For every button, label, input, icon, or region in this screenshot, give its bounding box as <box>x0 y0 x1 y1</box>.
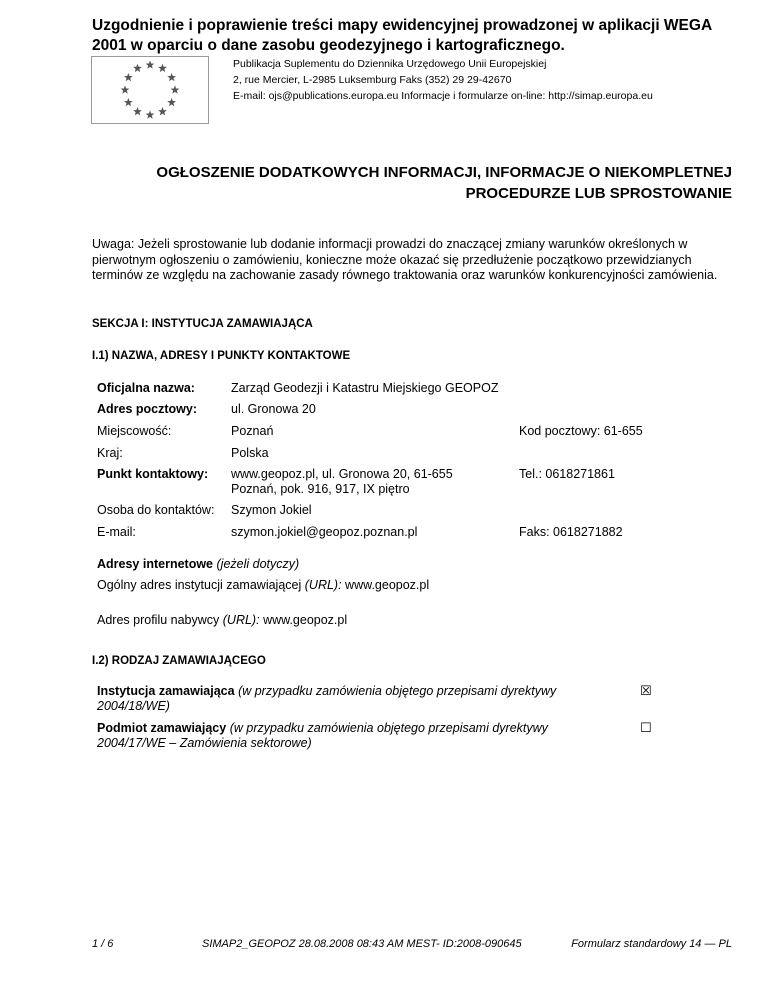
eu-star-icon <box>146 110 155 118</box>
official-name-label: Oficjalna nazwa: <box>97 381 195 395</box>
buyer-url-label: Adres profilu nabywcy <box>97 613 220 627</box>
contact-person-label: Osoba do kontaktów: <box>97 503 215 517</box>
email-label: E-mail: <box>97 525 136 539</box>
subsection-heading: I.2) RODZAJ ZAMAWIAJĄCEGO <box>92 655 266 667</box>
country-label: Kraj: <box>97 446 123 460</box>
entity-type-italic: (w przypadku zamówienia objętego przepisami dyrektywy 2004/17/WE – Zamówienia sektorowe) <box>97 721 548 750</box>
contact-point-line1: www.geopoz.pl, ul. Gronowa 20, 61-655 <box>231 467 453 481</box>
subsection-heading: I.1) NAZWA, ADRESY I PUNKTY KONTAKTOWE <box>92 350 351 362</box>
eu-star-icon <box>133 64 142 72</box>
publisher-line: Publikacja Suplementu do Dziennika Urzędowego Unii Europejskiej <box>233 58 547 70</box>
general-url-line <box>97 578 429 592</box>
contracting-entity-text <box>97 721 597 751</box>
city-value: Poznań <box>231 424 274 438</box>
publisher-info <box>233 56 653 104</box>
contracting-authority-text <box>97 684 597 714</box>
general-url-label: Ogólny adres instytucji zamawiającej <box>97 578 302 592</box>
eu-star-icon <box>167 98 176 106</box>
section-heading: SEKCJA I: INSTYTUCJA ZAMAWIAJĄCA <box>92 318 313 330</box>
eu-flag-logo <box>91 56 209 124</box>
eu-stars-icon <box>92 57 208 123</box>
footer-id: SIMAP2_GEOPOZ 28.08.2008 08:43 AM MEST- ID:2008-090645 <box>202 938 522 950</box>
email-value: szymon.jokiel@geopoz.poznan.pl <box>231 525 418 539</box>
buyer-url-value[interactable]: www.geopoz.pl <box>263 613 348 627</box>
postal-code: Kod pocztowy: 61-655 <box>519 424 643 438</box>
publisher-line: 2, rue Mercier, L-2985 Luksemburg Faks (352) 29 29-42670 <box>233 74 512 86</box>
document-title: Uzgodnienie i poprawienie treści mapy ewidencyjnej prowadzonej w aplikacji WEGA 2001 w oparciu o dane zasobu geodezyjnego i kartograficznego. <box>92 17 712 54</box>
general-url-italic: (URL): <box>304 578 342 592</box>
main-heading-line2: PROCEDURZE LUB SPROSTOWANIE <box>465 185 732 202</box>
entity-type-italic: (w przypadku zamówienia objętego przepisami dyrektywy 2004/18/WE) <box>97 684 557 713</box>
fax: Faks: 0618271882 <box>519 525 623 539</box>
eu-star-icon <box>146 60 155 68</box>
main-heading-line1: OGŁOSZENIE DODATKOWYCH INFORMACJI, INFORMACJE O NIEKOMPLETNEJ <box>156 164 732 181</box>
postal-address-value: ul. Gronowa 20 <box>231 402 316 416</box>
eu-star-icon <box>124 73 133 81</box>
buyer-url-line <box>97 613 347 627</box>
eu-star-icon <box>171 85 180 93</box>
contact-point-line2: Poznań, pok. 916, 917, IX piętro <box>231 482 410 496</box>
buyer-url-italic: (URL): <box>222 613 260 627</box>
general-url-value[interactable]: www.geopoz.pl <box>345 578 430 592</box>
internet-heading-bold: Adresy internetowe <box>97 557 214 571</box>
contact-person-value: Szymon Jokiel <box>231 503 312 517</box>
contracting-entity-checkbox[interactable]: ☐ <box>640 721 652 736</box>
footer-page-number: 1 / 6 <box>92 938 114 950</box>
eu-star-icon <box>167 73 176 81</box>
eu-star-icon <box>124 98 133 106</box>
eu-star-icon <box>158 64 167 72</box>
eu-star-icon <box>158 107 167 115</box>
footer-form-name: Formularz standardowy 14 — PL <box>571 938 732 950</box>
eu-star-icon <box>121 85 130 93</box>
publisher-line: E-mail: ojs@publications.europa.eu Informacje i formularze on-line: http://simap.europa.eu <box>233 90 653 102</box>
postal-address-label: Adres pocztowy: <box>97 402 198 416</box>
notice-text: Uwaga: Jeżeli sprostowanie lub dodanie informacji prowadzi do znaczącej zmiany warunków określonych w pierwotnym ogłoszeniu o zamówieniu, konieczne może okazać się przedłużenie początkowo przewidzianych terminów ze względu na zachowanie zasady równego traktowania oraz warunków konkurencyjności zamówienia. <box>92 237 718 282</box>
contact-point-label: Punkt kontaktowy: <box>97 467 209 481</box>
contact-point-value <box>231 467 453 497</box>
internet-addresses-heading <box>97 557 299 571</box>
official-name-value: Zarząd Geodezji i Katastru Miejskiego GEOPOZ <box>231 381 499 395</box>
internet-heading-italic: (jeżeli dotyczy) <box>216 557 300 571</box>
city-label: Miejscowość: <box>97 424 172 438</box>
entity-type-bold: Instytucja zamawiająca <box>97 684 235 698</box>
phone: Tel.: 0618271861 <box>519 467 615 481</box>
entity-type-bold: Podmiot zamawiający <box>97 721 227 735</box>
contracting-authority-checkbox[interactable]: ☒ <box>640 684 652 699</box>
country-value: Polska <box>231 446 269 460</box>
eu-star-icon <box>133 107 142 115</box>
main-heading <box>92 162 732 204</box>
